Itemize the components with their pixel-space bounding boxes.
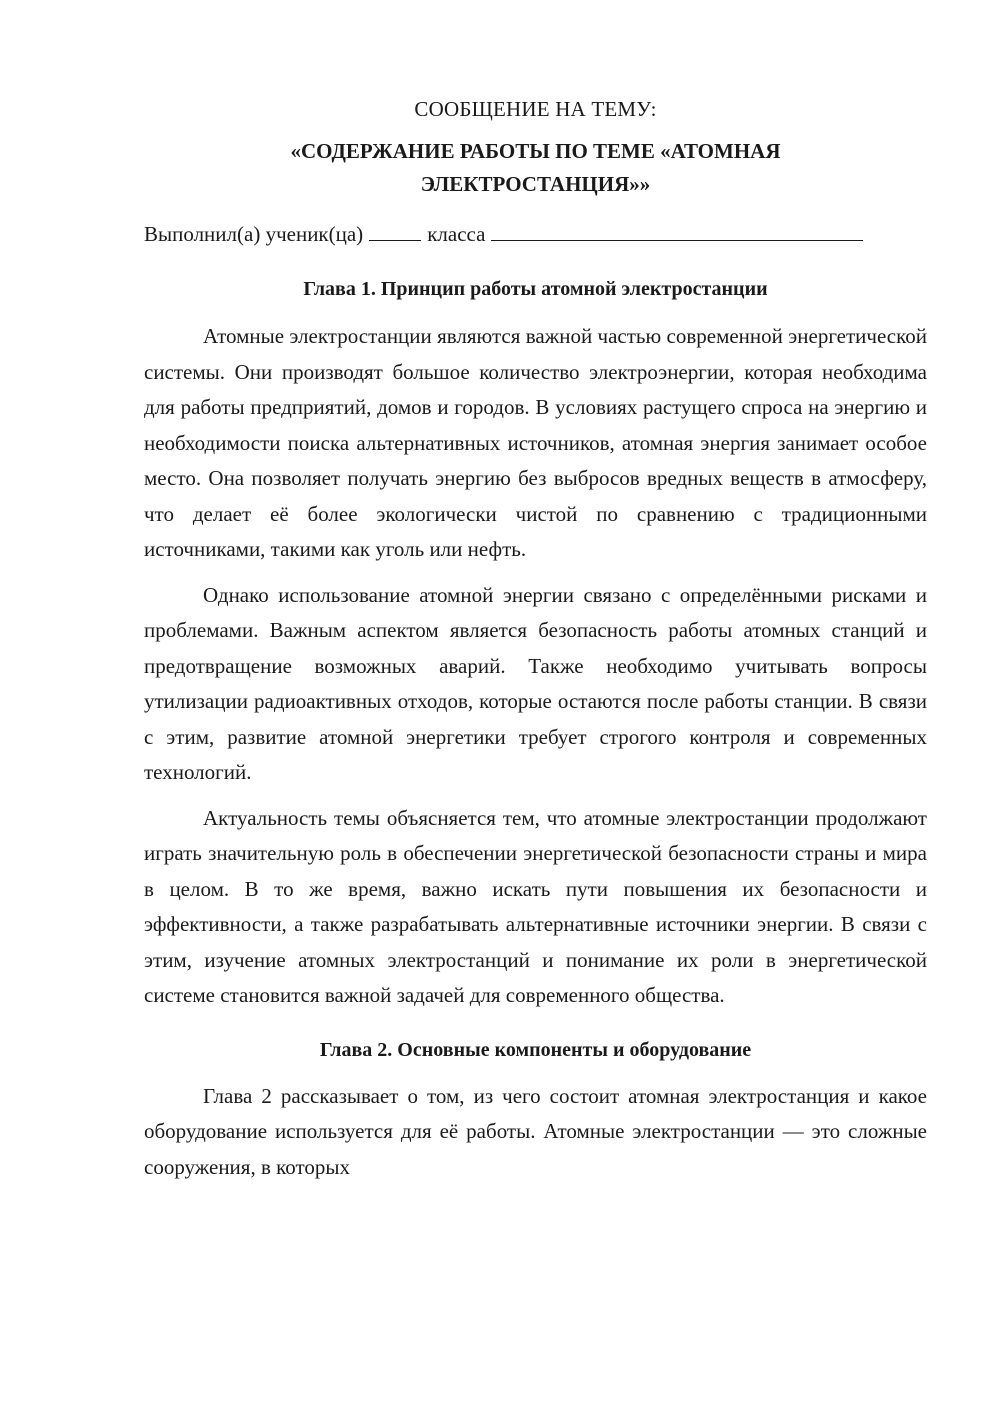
chapter-1-paragraph: Атомные электростанции являются важной частью современной энергетической системы. Они производят большое количество электроэнергии, которая необходима для работы предприятий, домов и городов. В условиях растущего спроса на энергию и необходимости поиска альтернативных источников, атомная энергия занимает особое место. Она позволяет получать энергию без выбросов вредных веществ в атмосферу, что делает её более экологически чистой по сравнению с традиционными источниками, такими как уголь или нефть. [144,324,927,561]
student-info-line [144,219,927,249]
document-content [144,93,927,1185]
chapter-1-paragraph: Однако использование атомной энергии связано с определёнными рисками и проблемами. Важным аспектом является безопасность работы атомных станций и предотвращение возможных аварий. Также необходимо учитывать вопросы утилизации радиоактивных отходов, которые остаются после работы станции. В связи с этим, развитие атомной энергетики требует строгого контроля и современных технологий. [144,582,927,784]
class-label: класса [427,222,486,246]
document-title-line-1: «СОДЕРЖАНИЕ РАБОТЫ ПО ТЕМЕ «АТОМНАЯ [290,139,781,163]
chapter-1-heading: Глава 1. Принцип работы атомной электростанции [303,278,768,300]
document-title-line-2: ЭЛЕКТРОСТАНЦИЯ»» [420,172,651,196]
student-name-blank [491,220,863,241]
class-number-blank [369,220,421,241]
document-header: СООБЩЕНИЕ НА ТЕМУ: [414,97,657,121]
student-label: Выполнил(а) ученик(ца) [144,222,364,246]
chapter-2-paragraph: Глава 2 рассказывает о том, из чего состоит атомная электростанция и какое оборудование используется для её работы. Атомные электростанции — это сложные сооружения, в которых [144,1083,927,1179]
chapter-2-heading: Глава 2. Основные компоненты и оборудование [319,1038,752,1061]
chapter-1-paragraph: Актуальность темы объясняется тем, что атомные электростанции продолжают играть значительную роль в обеспечении энергетической безопасности страны и мира в целом. В то же время, важно искать пути повышения их безопасности и эффективности, а также разрабатывать альтернативные источники энергии. В связи с этим, изучение атомных электростанций и понимание их роли в энергетической системе становится важной задачей для современного общества. [144,805,927,1007]
